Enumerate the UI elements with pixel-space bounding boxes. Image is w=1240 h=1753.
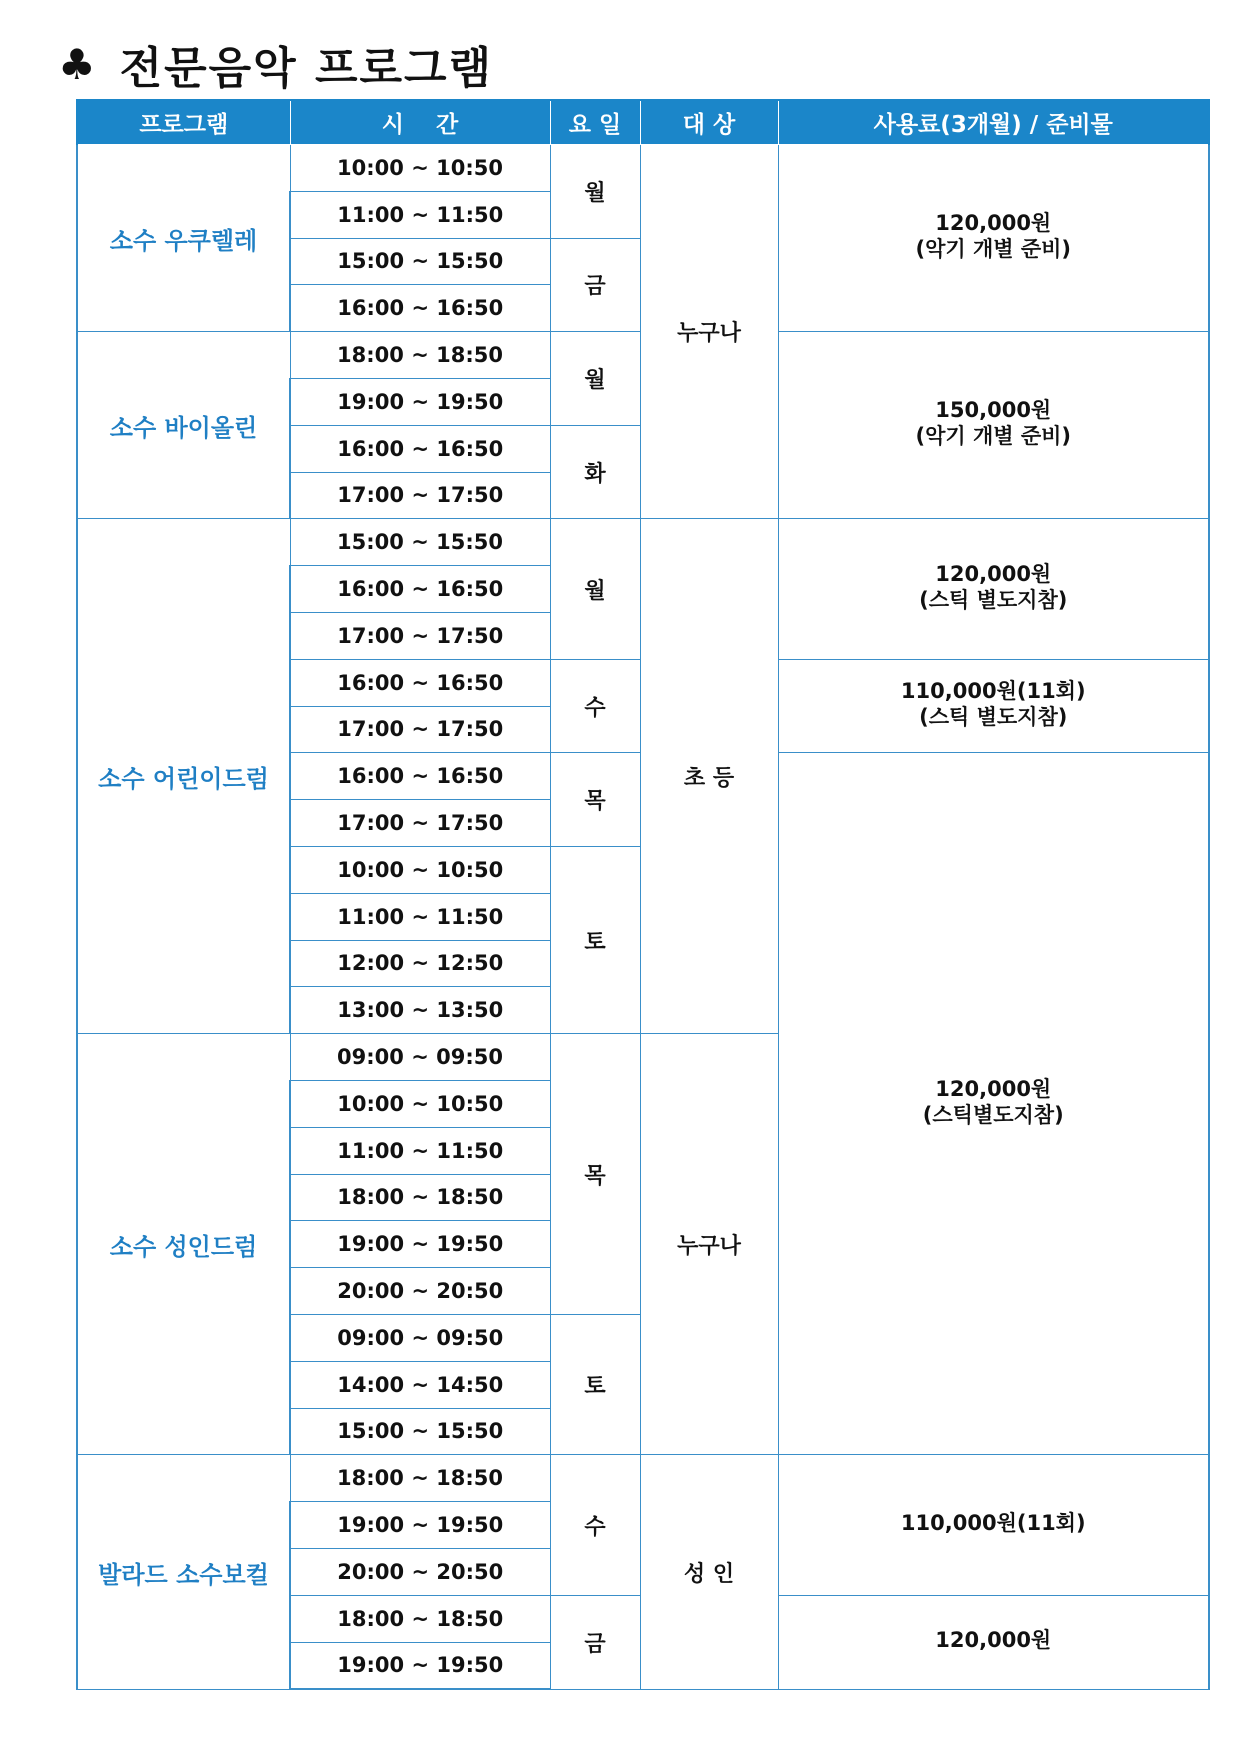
fee-note: (악기 개별 준비) [915, 237, 1072, 262]
fee-amount: 110,000원(11회) [900, 1511, 1086, 1535]
header-day: 요 일 [550, 100, 640, 145]
fee-amount: 110,000원(11회) [900, 679, 1086, 704]
time-slot: 17:00 ~ 17:50 [290, 612, 550, 659]
program-schedule-table [76, 99, 1210, 1690]
time-slot: 13:00 ~ 13:50 [290, 987, 550, 1034]
fee-cell [778, 753, 1209, 1455]
day-of-week: 수 [550, 1455, 640, 1595]
fee-amount: 120,000원 [935, 562, 1052, 587]
table-row [77, 145, 1209, 192]
table-row [77, 1455, 1209, 1502]
fee-cell [778, 1595, 1209, 1689]
program-name: 발라드 소수보컬 [77, 1455, 290, 1689]
time-slot: 11:00 ~ 11:50 [290, 893, 550, 940]
time-slot: 12:00 ~ 12:50 [290, 940, 550, 987]
fee-amount: 120,000원 [935, 1076, 1052, 1101]
time-slot: 19:00 ~ 19:50 [290, 1502, 550, 1549]
table-row [77, 519, 1209, 566]
fee-amount: 120,000원 [935, 1628, 1052, 1653]
time-slot: 10:00 ~ 10:50 [290, 1080, 550, 1127]
time-slot: 18:00 ~ 18:50 [290, 1174, 550, 1221]
fee-cell [778, 659, 1209, 753]
day-of-week: 월 [550, 519, 640, 659]
program-name: 소수 우쿠렐레 [77, 145, 290, 332]
fee-note: (스틱 별도지참) [919, 588, 1068, 613]
program-name: 소수 성인드럼 [77, 1034, 290, 1455]
day-of-week: 월 [550, 145, 640, 239]
fee-amount: 150,000원 [935, 398, 1052, 423]
time-slot: 19:00 ~ 19:50 [290, 1221, 550, 1268]
fee-cell [778, 332, 1209, 519]
fee-amount: 120,000원 [935, 211, 1052, 236]
day-of-week: 금 [550, 1595, 640, 1689]
header-program: 프로그램 [77, 100, 290, 145]
target-group: 누구나 [640, 145, 778, 519]
time-slot: 20:00 ~ 20:50 [290, 1548, 550, 1595]
header-target: 대 상 [640, 100, 778, 145]
time-slot: 09:00 ~ 09:50 [290, 1034, 550, 1081]
time-slot: 10:00 ~ 10:50 [290, 846, 550, 893]
fee-cell [778, 145, 1209, 332]
time-slot: 19:00 ~ 19:50 [290, 378, 550, 425]
time-slot: 16:00 ~ 16:50 [290, 659, 550, 706]
day-of-week: 목 [550, 1034, 640, 1315]
fee-note: (스틱 별도지참) [919, 705, 1068, 730]
time-slot: 09:00 ~ 09:50 [290, 1314, 550, 1361]
time-slot: 17:00 ~ 17:50 [290, 800, 550, 847]
time-slot: 20:00 ~ 20:50 [290, 1268, 550, 1315]
target-group: 누구나 [640, 1034, 778, 1455]
club-suit-icon: ♣ [58, 39, 98, 89]
target-group: 초 등 [640, 519, 778, 1034]
time-slot: 14:00 ~ 14:50 [290, 1361, 550, 1408]
time-slot: 11:00 ~ 11:50 [290, 191, 550, 238]
day-of-week: 수 [550, 659, 640, 753]
day-of-week: 토 [550, 1314, 640, 1454]
day-of-week: 금 [550, 238, 640, 332]
time-slot: 15:00 ~ 15:50 [290, 238, 550, 285]
fee-note: (악기 개별 준비) [915, 424, 1072, 449]
time-slot: 18:00 ~ 18:50 [290, 1595, 550, 1642]
time-slot: 16:00 ~ 16:50 [290, 285, 550, 332]
day-of-week: 월 [550, 332, 640, 426]
time-slot: 19:00 ~ 19:50 [290, 1642, 550, 1689]
fee-cell [778, 519, 1209, 659]
header-fee: 사용료(3개월) / 준비물 [778, 100, 1209, 145]
time-slot: 15:00 ~ 15:50 [290, 519, 550, 566]
page-title-text: 전문음악 프로그램 [119, 43, 494, 94]
table-header-row [77, 100, 1209, 145]
time-slot: 16:00 ~ 16:50 [290, 566, 550, 613]
program-name: 소수 바이올린 [77, 332, 290, 519]
time-slot: 18:00 ~ 18:50 [290, 1455, 550, 1502]
day-of-week: 화 [550, 425, 640, 519]
fee-note: (스틱별도지참) [922, 1102, 1064, 1127]
time-slot: 10:00 ~ 10:50 [290, 145, 550, 192]
time-slot: 15:00 ~ 15:50 [290, 1408, 550, 1455]
page-title [58, 34, 493, 94]
day-of-week: 토 [550, 846, 640, 1033]
time-slot: 16:00 ~ 16:50 [290, 753, 550, 800]
time-slot: 11:00 ~ 11:50 [290, 1127, 550, 1174]
target-group: 성 인 [640, 1455, 778, 1689]
time-slot: 16:00 ~ 16:50 [290, 425, 550, 472]
fee-cell [778, 1455, 1209, 1595]
time-slot: 17:00 ~ 17:50 [290, 706, 550, 753]
time-slot: 18:00 ~ 18:50 [290, 332, 550, 379]
day-of-week: 목 [550, 753, 640, 847]
time-slot: 17:00 ~ 17:50 [290, 472, 550, 519]
header-time: 시 간 [290, 100, 550, 145]
program-name: 소수 어린이드럼 [77, 519, 290, 1034]
